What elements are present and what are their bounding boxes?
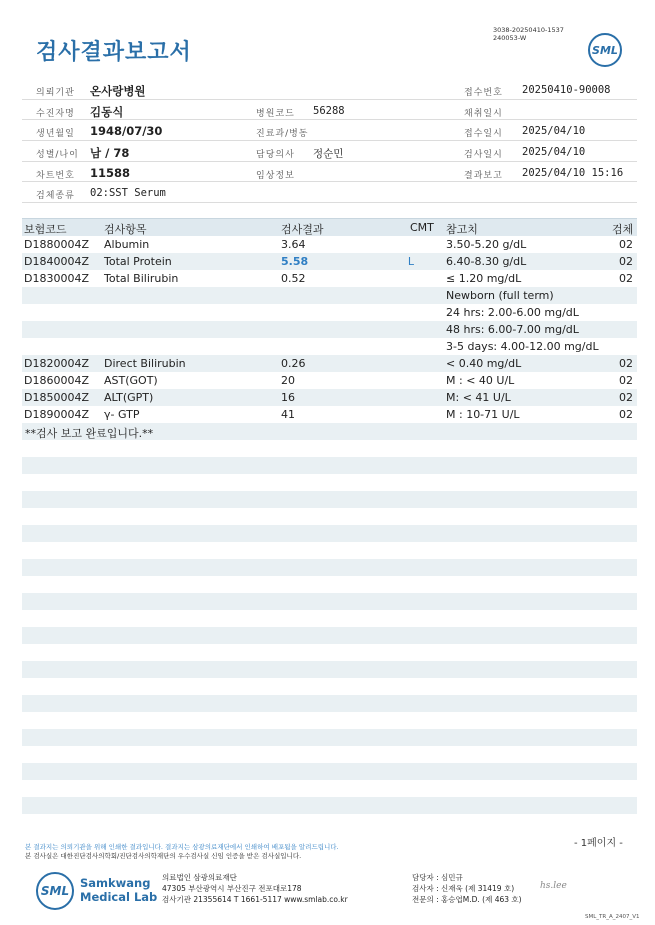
cell-specimen: 02 [619,357,633,370]
cell-ref: Newborn (full term) [446,289,554,302]
cell-specimen: 02 [619,391,633,404]
cell-ref: 24 hrs: 2.00-6.00 mg/dL [446,306,579,319]
staff-specialist: 전문의 : 홍승엽M.D. (제 463 호) [412,895,522,904]
table-row [22,406,637,423]
table-row [22,372,637,389]
institution-label: 의뢰기관 [36,88,75,98]
company-name [80,876,157,904]
staff-info [412,872,522,905]
collect-date-label: 채취일시 [464,108,503,119]
col-header-code: 보험코드 [24,223,67,236]
cell-ref: 3-5 days: 4.00-12.00 mg/dL [446,340,599,353]
receipt-no-value: 20250410-90008 [522,84,611,96]
cell-ref: ≤ 1.20 mg/dL [446,272,522,285]
report-title: 검사결과보고서 [36,40,192,65]
specimen-value: 02:SST Serum [90,187,166,200]
doctor-label: 담당의사 [256,150,295,161]
report-date-label: 결과보고 [464,170,503,181]
company-name-line1: Samkwang [80,876,151,890]
footer-note-accreditation: 본 검사실은 대한진단검사의학회/진단검사의학재단의 우수검사실 신임 인증을 받은 검사실입니다. [25,852,302,860]
cell-result: 0.26 [281,357,306,370]
results-table-header [22,218,637,236]
dept-label: 진료과/병동 [256,129,309,140]
receipt-no-label: 접수번호 [464,88,503,98]
empty-band [22,695,637,712]
hospital-code-label: 병원코드 [256,108,295,119]
cell-ref: < 0.40 mg/dL [446,357,522,370]
results-table [22,218,637,440]
document-code-line1: 3038-20250410-1537 [493,26,564,34]
cell-result: 0.52 [281,272,306,285]
cell-code: D1890004Z [24,408,89,421]
cell-result: 5.58 [281,255,309,268]
company-name-line2: Medical Lab [80,890,158,904]
header-row-patient [22,100,637,121]
cell-cmt: L [407,255,415,268]
cell-item: γ- GTP [104,408,140,421]
header-row-birth [22,120,637,141]
header-row-chart [22,162,637,183]
receipt-date-label: 접수일시 [464,129,503,140]
cell-ref: M : < 40 U/L [446,374,515,387]
cell-specimen: 02 [619,238,633,251]
hospital-code-value: 56288 [313,104,345,117]
sml-logo: SML [588,33,622,67]
cell-item: Direct Bilirubin [104,357,186,370]
table-row [22,355,637,372]
col-header-cmt: CMT [410,221,434,234]
table-row [22,253,637,270]
chart-no-label: 차트번호 [36,170,75,181]
test-date-value: 2025/04/10 [522,146,586,159]
table-row [22,304,637,321]
col-header-specimen: 검체 [612,223,634,236]
cell-ref: 48 hrs: 6.00-7.00 mg/dL [446,323,579,336]
cell-result: 41 [281,408,295,421]
cell-specimen: 02 [619,272,633,285]
cell-code: D1830004Z [24,272,89,285]
cell-specimen: 02 [619,408,633,421]
organization-info [162,872,348,905]
empty-band [22,525,637,542]
cell-result: 20 [281,374,295,387]
organization-name: 의료법인 삼광의료재단 [162,873,237,882]
cell-specimen: 02 [619,374,633,387]
document-code [493,26,564,42]
col-header-item: 검사항목 [104,223,147,236]
cell-ref: 3.50-5.20 g/dL [446,238,527,251]
organization-contact: 검사기관 21355614 T 1661-5117 www.smlab.co.kr [162,895,348,904]
receipt-date-value: 2025/04/10 [522,125,586,138]
birth-label: 생년월일 [36,129,75,140]
cell-code: D1850004Z [24,391,89,404]
form-code: SML_TR_A_2407_V1 [585,914,640,920]
staff-manager: 담당자 : 심민규 [412,873,463,882]
report-date-value: 2025/04/10 15:16 [522,166,624,179]
page-number: - 1페이지 - [574,838,623,849]
test-date-label: 검사일시 [464,150,503,161]
patient-label: 수진자명 [36,108,75,119]
empty-band [22,797,637,814]
completion-note: **검사 보고 완료입니다.** [25,427,154,440]
cell-specimen: 02 [619,255,633,268]
empty-band [22,457,637,474]
signature: hs.lee [540,881,567,891]
empty-band [22,661,637,678]
footer-sml-logo: SML [36,872,74,910]
cell-ref: M : 10-71 U/L [446,408,520,421]
cell-item: Total Protein [104,255,172,268]
cell-item: AST(GOT) [104,374,158,387]
table-row [22,287,637,304]
empty-band [22,491,637,508]
table-row [22,321,637,338]
document-code-line2: 240053-W [493,34,527,42]
completion-note-row [22,423,637,440]
cell-item: ALT(GPT) [104,391,154,404]
organization-address: 47305 부산광역시 부산진구 전포대로178 [162,884,302,893]
col-header-ref: 참고치 [446,223,478,236]
cell-ref: 6.40-8.30 g/dL [446,255,527,268]
table-row [22,338,637,355]
patient-info-block [22,79,637,203]
table-row [22,236,637,253]
empty-band [22,627,637,644]
table-row [22,270,637,287]
sex-age-value: 남 / 78 [90,146,130,161]
patient-value: 김동식 [90,104,124,119]
cell-item: Total Bilirubin [104,272,179,285]
staff-tester: 검사자 : 신재욱 (제 31419 호) [412,884,515,893]
sex-age-label: 성별/나이 [36,150,79,161]
cell-code: D1880004Z [24,238,89,251]
results-table-body [22,236,637,423]
header-row-specimen [22,182,637,203]
cell-code: D1840004Z [24,255,89,268]
specimen-label: 검체종류 [36,191,75,202]
birth-value: 1948/07/30 [90,124,163,139]
doctor-value: 정순민 [313,148,344,161]
cell-ref: M: < 41 U/L [446,391,511,404]
col-header-result: 검사결과 [281,223,324,236]
table-row [22,389,637,406]
clinical-label: 임상정보 [256,170,295,181]
footer-note-print: 본 결과지는 의뢰기관을 위해 인쇄한 결과입니다. 결과지는 삼광의료재단에서 인쇄하여 배포됨을 알려드립니다. [25,843,339,851]
header-row-institution [22,79,637,100]
cell-code: D1860004Z [24,374,89,387]
empty-band [22,593,637,610]
header-row-sex-age [22,141,637,162]
institution-value: 온사랑병원 [90,84,146,98]
cell-result: 16 [281,391,295,404]
cell-item: Albumin [104,238,150,251]
empty-band [22,729,637,746]
cell-code: D1820004Z [24,357,89,370]
cell-result: 3.64 [281,238,306,251]
empty-band [22,559,637,576]
chart-no-value: 11588 [90,165,131,180]
empty-band [22,763,637,780]
